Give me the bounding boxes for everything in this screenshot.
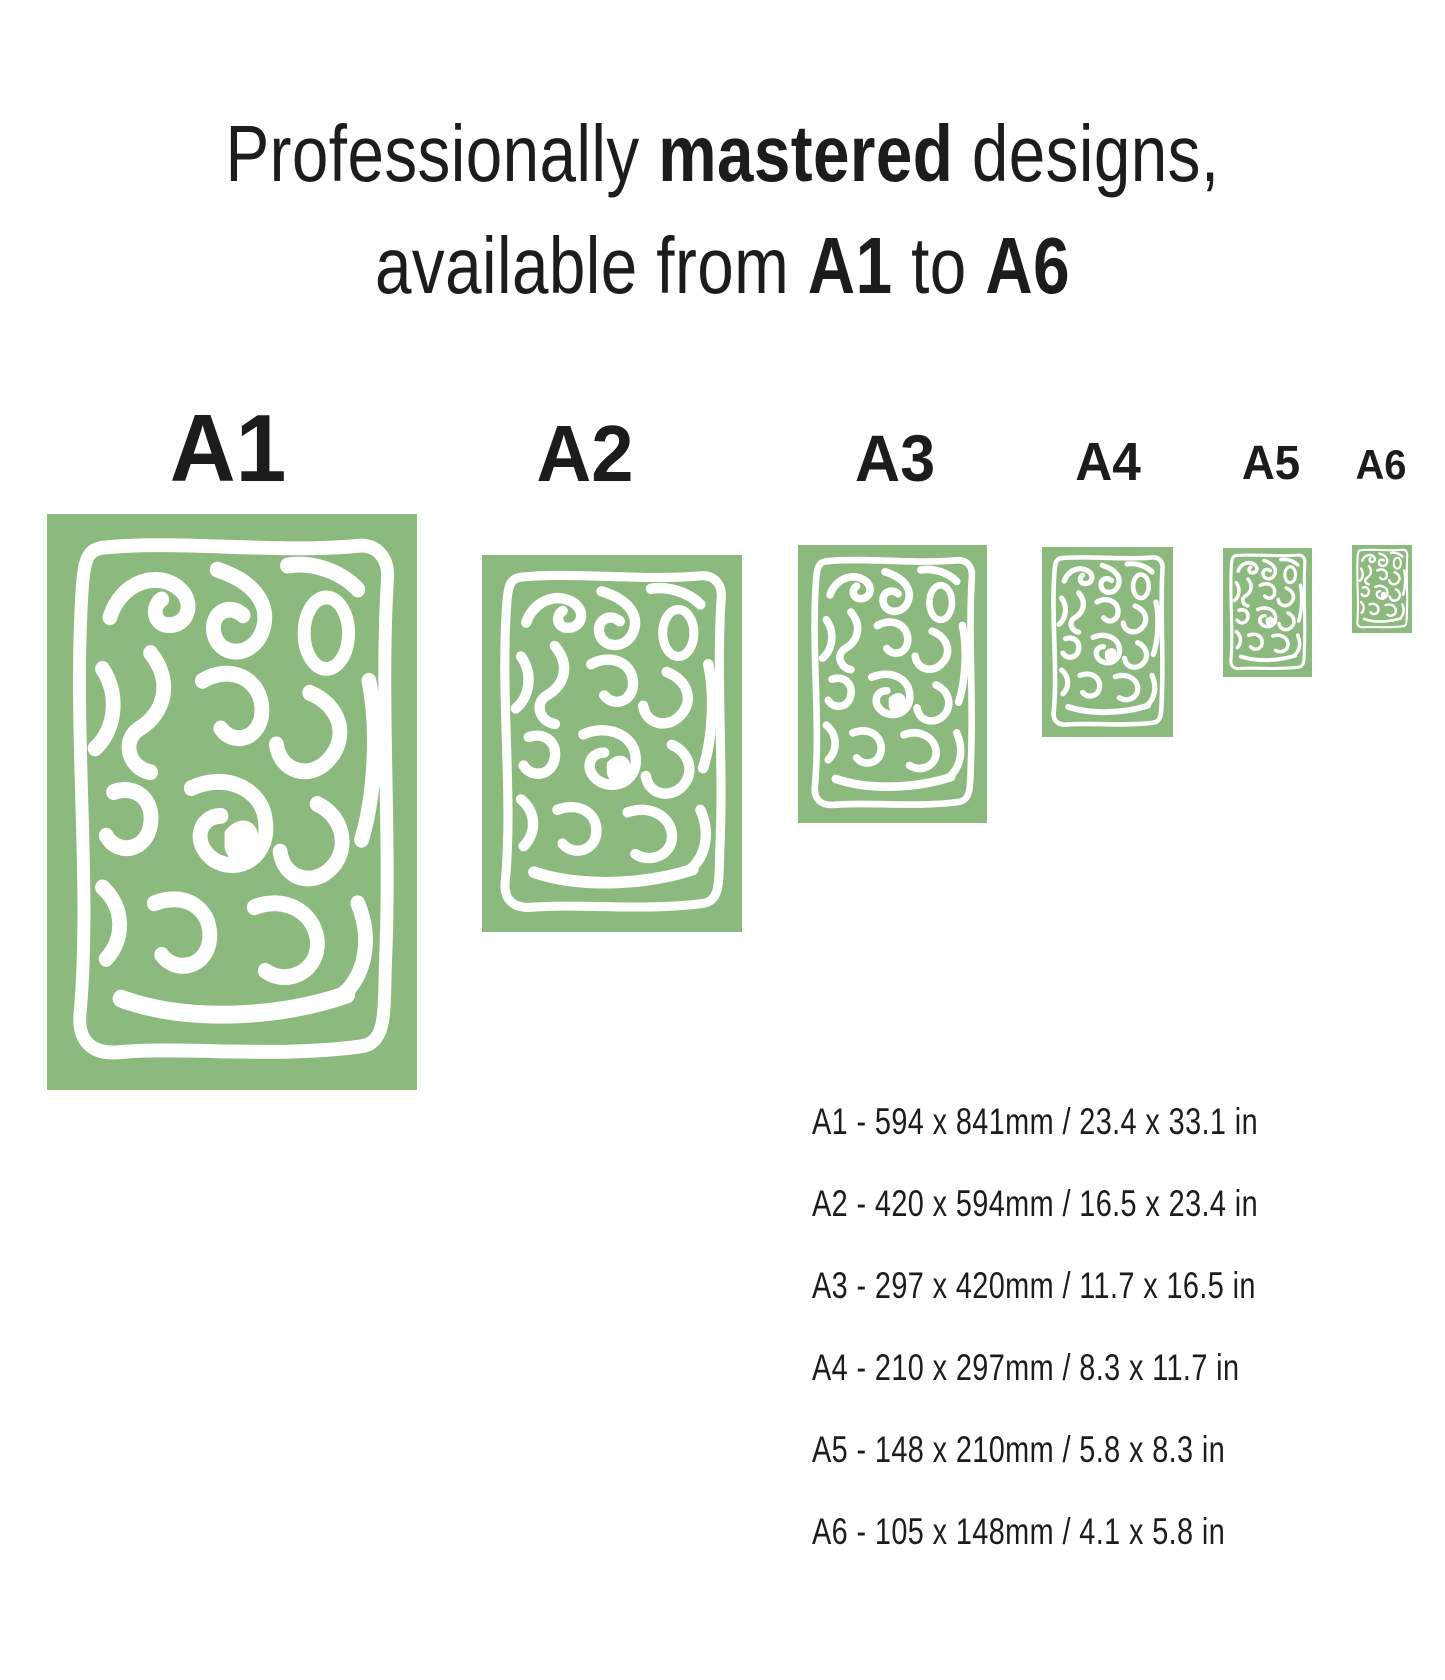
poster-preview-a1 xyxy=(47,514,417,1090)
size-spec-row-a4: A4 - 210 x 297mm / 8.3 x 11.7 in xyxy=(812,1347,1240,1388)
poster-preview-a2 xyxy=(482,555,742,932)
poster-preview-a6 xyxy=(1352,545,1412,633)
abstract-pattern-artwork xyxy=(1223,548,1312,677)
title-text: Professionally xyxy=(225,109,640,198)
size-spec-row-a3: A3 - 297 x 420mm / 11.7 x 16.5 in xyxy=(812,1265,1256,1306)
title-text: designs, xyxy=(971,109,1220,198)
size-label-a3: A3 xyxy=(854,421,936,495)
title-emphasis-a1: A1 xyxy=(807,221,893,310)
poster-preview-a3 xyxy=(798,545,987,823)
size-label-a1: A1 xyxy=(169,395,287,502)
abstract-pattern-artwork xyxy=(798,545,987,823)
title-text: available from xyxy=(375,221,790,310)
title-emphasis-a6: A6 xyxy=(985,221,1070,310)
abstract-pattern-artwork xyxy=(1352,545,1412,633)
size-spec-row-a2: A2 - 420 x 594mm / 16.5 x 23.4 in xyxy=(812,1183,1259,1224)
title xyxy=(130,98,1315,322)
poster-preview-a5 xyxy=(1223,548,1312,677)
size-spec-row-a5: A5 - 148 x 210mm / 5.8 x 8.3 in xyxy=(812,1429,1226,1470)
size-label-a5: A5 xyxy=(1241,437,1301,490)
title-line-2 xyxy=(130,210,1315,322)
abstract-pattern-artwork xyxy=(482,555,742,932)
size-spec-row-a6: A6 - 105 x 148mm / 4.1 x 5.8 in xyxy=(812,1511,1226,1552)
size-label-a4: A4 xyxy=(1075,432,1141,492)
size-spec-row-a1: A1 - 594 x 841mm / 23.4 x 33.1 in xyxy=(812,1101,1259,1142)
poster-preview-a4 xyxy=(1042,547,1173,737)
size-label-a6: A6 xyxy=(1355,441,1407,488)
title-line-1 xyxy=(130,98,1315,210)
title-emphasis-mastered: mastered xyxy=(658,109,954,198)
title-text: to xyxy=(911,221,967,310)
size-label-a2: A2 xyxy=(536,409,634,498)
abstract-pattern-artwork xyxy=(1042,547,1173,737)
abstract-pattern-artwork xyxy=(47,514,417,1090)
size-spec-list xyxy=(812,1103,1384,1595)
